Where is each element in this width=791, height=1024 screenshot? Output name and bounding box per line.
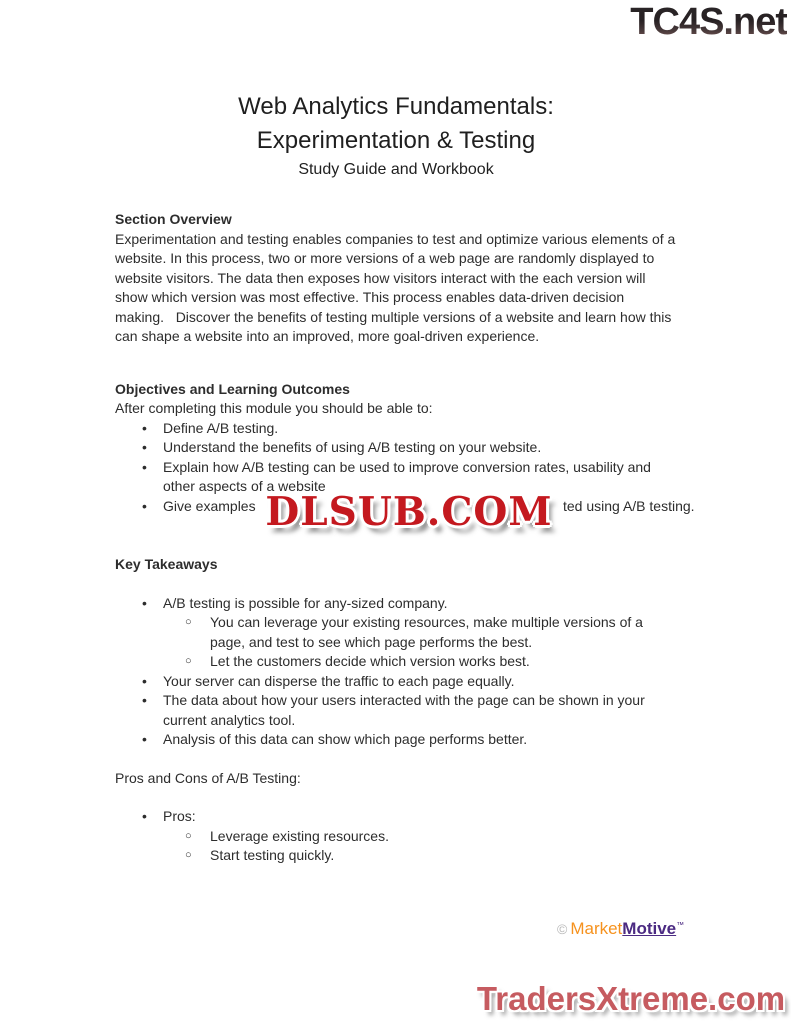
bullet-text: You can leverage your existing resources, make multiple versions of a (210, 614, 643, 630)
bullet-text: other aspects of a website (163, 478, 326, 494)
bullet-text: Analysis of this data can show which page performs better. (163, 731, 528, 747)
bullet-text: Pros: (163, 808, 196, 824)
takeaway-bullet (115, 730, 677, 750)
circle-bullet-icon: ○ (185, 829, 192, 842)
marketmotive-market-text: Market (570, 919, 623, 938)
bullet-text: The data about how your users interacted with the page can be shown in your (163, 692, 645, 708)
bullet-text: Define A/B testing. (163, 419, 279, 436)
takeaway-bullet (115, 691, 677, 730)
bullet-text: page, and test to see which page performs the best. (210, 633, 533, 650)
objectives-bullet (115, 438, 677, 458)
pros-bullet (115, 807, 677, 827)
takeaway-bullet (115, 672, 677, 692)
title-block (115, 90, 677, 181)
circle-bullet-icon: ○ (185, 849, 192, 861)
bullet-icon: • (142, 439, 147, 455)
tc4s-logo: TC4S.net (630, 1, 787, 43)
bullet-text: current analytics tool. (163, 711, 296, 728)
doc-title-line2: Experimentation & Testing (256, 127, 536, 154)
marketmotive-logo (557, 919, 684, 939)
bullet-text: Leverage existing resources. (210, 827, 389, 844)
section-overview-heading: Section Overview (115, 211, 232, 227)
bullet-text: Explain how A/B testing can be used to improve conversion rates, usability and (163, 458, 651, 475)
document-content (115, 0, 695, 866)
pros-sub-bullet (115, 827, 677, 847)
bullet-icon: • (142, 672, 147, 689)
trademark-icon: ™ (676, 920, 685, 930)
bullet-text: Let the customers decide which version works best. (210, 653, 530, 669)
bullet-icon: • (142, 731, 147, 747)
pros-sub-bullet (115, 846, 677, 866)
objectives-heading: Objectives and Learning Outcomes (115, 380, 350, 397)
doc-subtitle: Study Guide and Workbook (298, 161, 494, 178)
pros-cons-lead: Pros and Cons of A/B Testing: (115, 769, 301, 786)
takeaway-sub-bullet (115, 652, 677, 672)
takeaway-bullet (115, 594, 677, 614)
bullet-icon: • (142, 497, 147, 514)
dlsub-watermark: DLSUB.COM (265, 489, 553, 535)
bullet-icon: • (142, 808, 147, 824)
bullet-icon: • (142, 692, 147, 708)
bullet-text: Start testing quickly. (210, 847, 335, 863)
circle-bullet-icon: ○ (185, 616, 192, 628)
bullet-text: A/B testing is possible for any-sized company. (163, 594, 448, 611)
marketmotive-motive-text: Motive (622, 919, 677, 938)
bullet-text: Understand the benefits of using A/B testing on your website. (163, 439, 542, 455)
objectives-bullet (115, 419, 677, 439)
takeaway-sub-bullet (115, 613, 677, 652)
doc-title-line1: Web Analytics Fundamentals: (238, 93, 554, 120)
bullet-text-left-fragment: Give examples (163, 497, 256, 514)
bullet-icon: • (142, 594, 147, 611)
section-overview-paragraph: Experimentation and testing enables companies to test and optimize various elements of a website. In this process, two or more versions of a web page are randomly displayed to website visitors. The data then exposes how visitors interact with the each version will show which version was most effective. This process enables data-driven decision making. Discover the benefits of testing multiple versions of a website and learn how this can shape a website into an improved, more goal-driven experience. (115, 230, 680, 344)
bullet-text: Your server can disperse the traffic to each page equally. (163, 672, 515, 689)
objectives-intro: After completing this module you should be able to: (115, 400, 433, 416)
copyright-icon: © (557, 921, 568, 937)
bullet-text-right-fragment: ted using A/B testing. (563, 497, 695, 514)
bullet-icon: • (142, 458, 147, 475)
tradersxtreme-watermark: TradersXtreme.com (476, 980, 786, 1017)
bullet-icon: • (142, 419, 147, 436)
circle-bullet-icon: ○ (185, 655, 192, 667)
key-takeaways-heading: Key Takeaways (115, 556, 218, 572)
